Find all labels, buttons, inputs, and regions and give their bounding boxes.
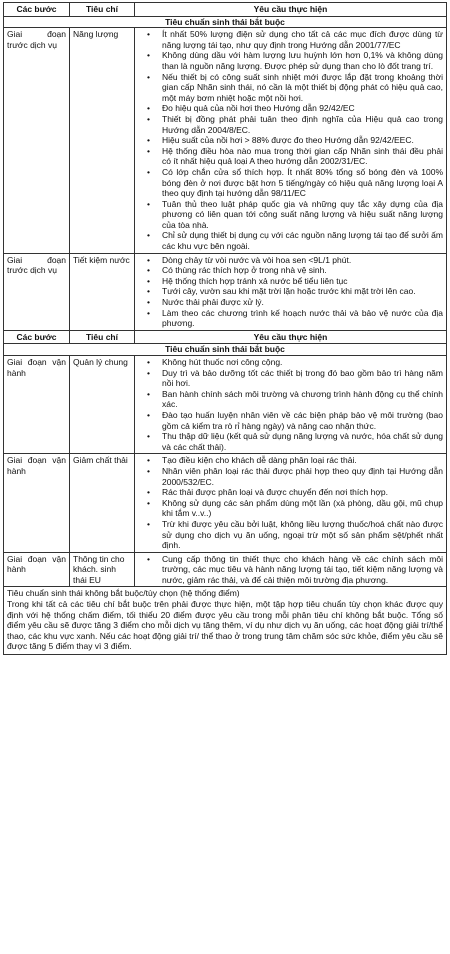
table-row-general-management: [4, 356, 447, 454]
list-item: • Hệ thống thích hợp tránh xả nước bể tiểu liên tục: [138, 276, 443, 287]
list-item: • Đo hiệu quả của nồi hơi theo Hướng dẫn 92/42/EC: [138, 103, 443, 114]
requirements-cell: [135, 552, 447, 587]
criteria-table-preservice: [3, 2, 447, 587]
list-item: • Ban hành chính sách môi trường và chương trình hành động cụ thể chính xác.: [138, 389, 443, 410]
section-title-row: [4, 344, 447, 356]
list-item: • Duy trì và bảo dưỡng tốt các thiết bị trong đó bao gồm bảo trì hàng năm nồi hơi.: [138, 368, 443, 389]
table-row-water: [4, 253, 447, 330]
list-item: • Tưới cây, vườn sau khi mặt trời lặn hoặc trước khi mặt trời lên cao.: [138, 286, 443, 297]
list-item: • Cung cấp thông tin thiết thực cho khách hàng về các chính sách môi trường, các mục tiêu và hành năng lượng tái tạo, tiết kiệm năng lượng và nước, giảm rác thải, và để cải thiện môi trường địa phương.: [138, 554, 443, 586]
requirements-cell: [135, 253, 447, 330]
table-row-energy: [4, 28, 447, 253]
list-item: • Ít nhất 50% lượng điện sử dụng cho tất cả các mục đích được dùng từ năng lượng tái tạo, như quy định trong Hướng dẫn 2001/77/EC: [138, 29, 443, 50]
table-header-row-repeat: [4, 330, 447, 344]
requirements-cell: [135, 356, 447, 454]
list-item: • Nhân viên phân loại rác thải được phải hợp theo quy định tại Hướng dẫn 2000/532/EC.: [138, 466, 443, 487]
stage-cell: Giai đoạn vận hành: [4, 356, 70, 454]
table-row-waste-reduction: [4, 454, 447, 552]
criterion-cell: Giảm chất thải: [70, 454, 135, 552]
header-criterion: Tiêu chí: [70, 3, 135, 17]
list-item: • Nếu thiết bị có công suất sinh nhiệt mới được lắp đặt trong khoảng thời gian cấp Nhãn sinh thái, nó cần là một thiết bị động phát có hiệu quả cao, một máy bơm nhiệt hoặc một nồi hơi.: [138, 72, 443, 104]
section-title: Tiêu chuẩn sinh thái bắt buộc: [4, 344, 447, 356]
list-item: • Không hút thuốc nơi công cộng.: [138, 357, 443, 368]
list-item: • Thiết bị đồng phát phải tuân theo định nghĩa của Hiệu quả cao trong Hướng dẫn 2004/8/EC.: [138, 114, 443, 135]
criterion-cell: Quản lý chung: [70, 356, 135, 454]
requirements-list: [138, 554, 443, 586]
requirements-list: [138, 255, 443, 329]
list-item: • Tuân thủ theo luật pháp quốc gia và những quy tắc xây dựng của địa phương có liên quan tới công suất năng lượng và hiệu suất năng lượng của tòa nhà.: [138, 199, 443, 231]
criterion-cell: Tiết kiệm nước: [70, 253, 135, 330]
requirements-list: [138, 455, 443, 550]
requirements-cell: [135, 454, 447, 552]
optional-criteria-note: [3, 587, 447, 655]
requirements-list: [138, 29, 443, 251]
criterion-cell: Thông tin cho khách. sinh thái EU: [70, 552, 135, 587]
list-item: • Hệ thống điều hòa nào mua trong thời gian cấp Nhãn sinh thái đều phải có ít nhất hiệu quả loại A theo hướng dẫn 2002/31/EC.: [138, 146, 443, 167]
section-title-row: [4, 16, 447, 28]
list-item: • Có lớp chắn cửa sổ thích hợp. Ít nhất 80% tổng số bóng đèn và 100% bóng đèn ở nơi được bật hơn 5 tiếng/ngày có hiệu quả năng lượng loại A theo quy định tại hướng dẫn 98/11/EC: [138, 167, 443, 199]
criterion-cell: Năng lượng: [70, 28, 135, 253]
list-item: • Dòng chảy từ vòi nước và vòi hoa sen <9L/1 phút.: [138, 255, 443, 266]
header-steps: Các bước: [4, 3, 70, 17]
header-requirements: Yêu cầu thực hiện: [135, 3, 447, 17]
stage-cell: Giai đoạn trước dịch vụ: [4, 28, 70, 253]
list-item: • Đào tạo huấn luyện nhân viên về các biện pháp bảo vệ môi trường (bao gồm cả kiểm tra rò rỉ hàng ngày) và nâng cao nhận thức.: [138, 410, 443, 431]
header-requirements: Yêu cầu thực hiện: [135, 330, 447, 344]
list-item: • Thu thập dữ liệu (kết quả sử dụng năng lượng và nước, hóa chất sử dụng và các chất thải).: [138, 431, 443, 452]
list-item: • Chỉ sử dụng thiết bị dụng cụ với các nguồn năng lượng tái tạo để sưởi ấm các khu vực bên ngoài.: [138, 230, 443, 251]
table-row-guest-information: [4, 552, 447, 587]
note-text: Trong khi tất cả các tiêu chí bắt buộc trên phải được thực hiện, một tập hợp tiêu chuẩn tùy chọn khác được quy định với hệ thống chấm điểm, tối thiểu 20 điểm được yêu cầu trong mỗi phân tiêu chí không bắt buộc. Tổng số điểm yêu cầu sẽ được tăng 3 điểm cho mỗi dịch vụ tăng thêm, ví dụ như dịch vụ ăn uống, các hoạt động giải trí/thể thao, các khu vực xanh. Nếu các hoạt động giải trí/ thể thao ở trong trung tâm chăm sóc sức khỏe, điểm yêu cầu sẽ được tăng 5 điểm thay vì 3 điểm.: [7, 599, 443, 652]
header-steps: Các bước: [4, 330, 70, 344]
table-header-row: [4, 3, 447, 17]
requirements-list: [138, 357, 443, 452]
stage-cell: Giai đoạn vận hành: [4, 454, 70, 552]
list-item: • Trừ khi được yêu cầu bởi luật, không liều lượng thuốc/hoá chất nào được sử dụng cho dịch vụ ăn uống, ngoại trừ một số sản phẩm sệt/phết nhất định.: [138, 519, 443, 551]
stage-cell: Giai đoạn trước dịch vụ: [4, 253, 70, 330]
section-title: Tiêu chuẩn sinh thái bắt buộc: [4, 16, 447, 28]
requirements-cell: [135, 28, 447, 253]
note-title: Tiêu chuẩn sinh thái không bắt buộc/tùy chọn (hệ thống điểm): [7, 588, 240, 599]
list-item: • Không dùng dầu với hàm lượng lưu huỳnh lớn hơn 0,1% và không dùng than là nguồn năng lượng. Được phép sử dụng than cho lò đốt trang trí.: [138, 50, 443, 71]
list-item: • Có thùng rác thích hợp ở trong nhà vệ sinh.: [138, 265, 443, 276]
list-item: • Nước thải phải được xử lý.: [138, 297, 443, 308]
header-criterion: Tiêu chí: [70, 330, 135, 344]
list-item: • Rác thải được phân loại và được chuyển đến nơi thích hợp.: [138, 487, 443, 498]
list-item: • Không sử dụng các sản phẩm dùng một lần (xà phòng, dầu gội, mũ chụp khi tắm v..v..): [138, 498, 443, 519]
list-item: • Hiệu suất của nồi hơi > 88% được đo theo Hướng dẫn 92/42/EEC.: [138, 135, 443, 146]
stage-cell: Giai đoạn vận hành: [4, 552, 70, 587]
list-item: • Tạo điều kiện cho khách dễ dàng phân loại rác thải.: [138, 455, 443, 466]
list-item: • Làm theo các chương trình kế hoạch nước thải và bảo vệ nước của địa phương.: [138, 308, 443, 329]
